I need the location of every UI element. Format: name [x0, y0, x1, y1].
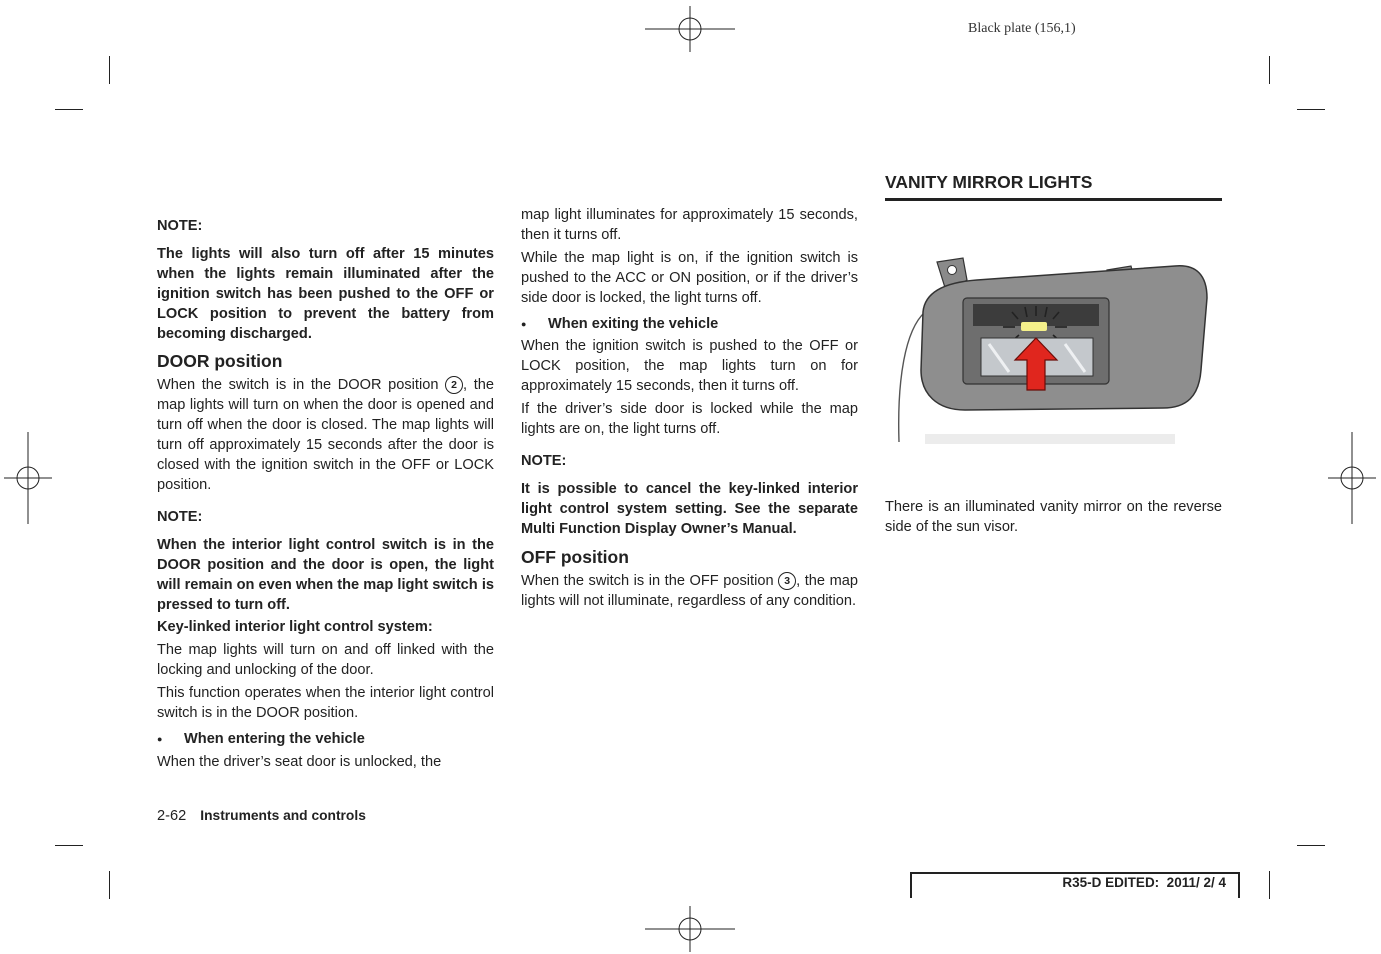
- exiting-text: When the ignition switch is pushed to the OFF or LOCK position, the map lights turn on for approximately 15 seconds, then it turns off.: [521, 338, 858, 395]
- door-position-text: When the switch is in the DOOR position 2 , the map lights will turn on when the door is opened and turn off when the door is closed. The map lights will turn off approximately 15 seconds after the door is closed with the ignition switch in the OFF or LOCK position.: [157, 377, 494, 493]
- crop-mark: [55, 109, 83, 110]
- crop-mark: [1297, 109, 1325, 110]
- callout-number: 3: [778, 572, 796, 590]
- crop-mark: [1269, 871, 1270, 899]
- note-title: NOTE:: [157, 218, 203, 234]
- page-footer: [157, 808, 366, 824]
- page-number: 2-62: [157, 808, 187, 824]
- section-title: VANITY MIRROR LIGHTS: [885, 172, 1093, 192]
- key-linked-text: The map lights will turn on and off linked with the locking and unlocking of the door.: [157, 642, 494, 679]
- edit-stamp-box: [910, 872, 1240, 898]
- ignition-text: While the map light is on, if the ignition switch is pushed to the ACC or ON position, or if the driver’s side door is locked, the light turns off.: [521, 249, 858, 306]
- section-title-underline: [885, 198, 1222, 201]
- key-linked-heading: Key-linked interior light control system:: [157, 619, 433, 636]
- lamp-icon: [1021, 322, 1047, 331]
- edit-stamp: R35-D EDITED: 2011/ 2/ 4: [1062, 875, 1226, 890]
- bullet-entering-vehicle: ● When entering the vehicle: [157, 730, 494, 750]
- registration-mark-bottom: [645, 906, 735, 952]
- note-text: The lights will also turn off after 15 minutes when the lights remain illuminated after the ignition switch has been pushed to the OFF or LOCK position to prevent the battery from becoming discharged.: [157, 245, 494, 342]
- vanity-mirror-text: There is an illuminated vanity mirror on the reverse side of the sun visor.: [885, 499, 1222, 535]
- right-column: [885, 498, 1222, 541]
- registration-mark-right: [1328, 432, 1376, 524]
- door-position-heading: DOOR position: [157, 351, 283, 372]
- left-column: [157, 217, 494, 776]
- crop-mark: [55, 845, 83, 846]
- note-title: NOTE:: [521, 452, 567, 469]
- bullet-exiting-vehicle: ● When exiting the vehicle: [521, 315, 858, 335]
- section-name: Instruments and controls: [200, 808, 366, 823]
- off-position-heading: OFF position: [521, 546, 629, 567]
- middle-column: [521, 206, 858, 614]
- crop-mark: [109, 871, 110, 899]
- continued-text: map light illuminates for approximately 15 seconds, then it turns off.: [521, 207, 858, 243]
- crop-mark: [109, 56, 110, 84]
- sun-visor-illustration: [885, 220, 1222, 460]
- off-position-text: When the switch is in the OFF position 3 , the map lights will not illuminate, regardless of any condition.: [521, 572, 858, 609]
- exiting-text: If the driver’s side door is locked while the map lights are on, the light turns off.: [521, 401, 858, 438]
- plate-label: Black plate (156,1): [968, 21, 1076, 36]
- crop-mark: [1269, 56, 1270, 84]
- note-text: It is possible to cancel the key-linked interior light control system setting. See the separate Multi Function Display Owner’s Manual.: [521, 480, 858, 537]
- note-text: When the interior light control switch is in the DOOR position and the door is open, the light will remain on even when the map light switch is pressed to turn off.: [157, 536, 494, 613]
- callout-number: 2: [445, 376, 463, 394]
- entering-text: When the driver’s seat door is unlocked, the: [157, 753, 442, 770]
- crop-mark: [1297, 845, 1325, 846]
- key-linked-text: This function operates when the interior light control switch is in the DOOR position.: [157, 685, 494, 722]
- registration-mark-left: [4, 432, 52, 524]
- registration-mark-top: [645, 6, 735, 52]
- note-title: NOTE:: [157, 508, 203, 525]
